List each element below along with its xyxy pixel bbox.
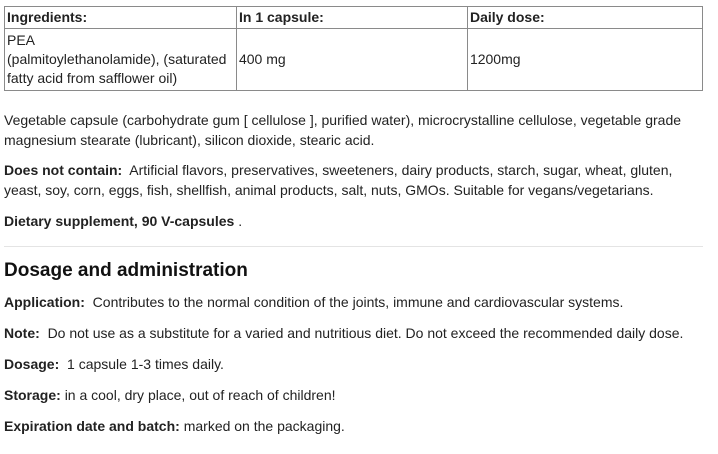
storage-text: in a cool, dry place, out of reach of children! bbox=[64, 387, 336, 403]
header-daily-dose: Daily dose: bbox=[467, 7, 702, 29]
section-title: Dosage and administration bbox=[4, 260, 248, 281]
table-row bbox=[5, 29, 703, 91]
ingredient-line: (palmitoylethanolamide), (saturated bbox=[7, 51, 227, 67]
daily-dose-cell: 1200mg bbox=[467, 29, 702, 91]
expiration-text: marked on the packaging. bbox=[183, 418, 345, 434]
dosage-label: Dosage: bbox=[4, 356, 60, 372]
per-capsule-cell: 400 mg bbox=[236, 29, 467, 91]
expiration-label: Expiration date and batch: bbox=[4, 418, 180, 434]
note-line bbox=[4, 323, 704, 343]
does-not-contain-label: Does not contain: bbox=[4, 162, 123, 178]
section-divider bbox=[4, 246, 703, 247]
product-description-suffix: . bbox=[234, 213, 243, 229]
dosage-line bbox=[4, 354, 704, 374]
note-text: Do not use as a substitute for a varied and nutritious diet. Do not exceed the recommended daily dose. bbox=[47, 325, 684, 341]
note-label: Note: bbox=[4, 325, 40, 341]
ingredient-line: fatty acid from safflower oil) bbox=[7, 70, 178, 86]
does-not-contain bbox=[4, 160, 704, 200]
application-text: Contributes to the normal condition of the joints, immune and cardiovascular systems. bbox=[92, 294, 624, 310]
product-description-bold: Dietary supplement, 90 V-capsules bbox=[4, 213, 235, 229]
storage-line bbox=[4, 385, 704, 405]
dosage-text: 1 capsule 1-3 times daily. bbox=[67, 356, 224, 372]
ingredients-table bbox=[4, 6, 703, 91]
application-line bbox=[4, 292, 704, 312]
ingredient-name-cell bbox=[5, 29, 237, 91]
composition-line: magnesium stearate (lubricant), silicon dioxide, stearic acid. bbox=[4, 132, 375, 148]
storage-label: Storage: bbox=[4, 387, 61, 403]
does-not-contain-line: Artificial flavors, preservatives, sweeteners, dairy products, starch, sugar, wheat, gluten, bbox=[129, 162, 673, 178]
header-per-capsule: In 1 capsule: bbox=[236, 7, 467, 29]
composition-text bbox=[4, 110, 704, 150]
header-ingredients: Ingredients: bbox=[5, 7, 237, 29]
composition-line: Vegetable capsule (carbohydrate gum [ cellulose ], purified water), microcrystalline cellulose, vegetable grade bbox=[4, 112, 682, 128]
product-info bbox=[4, 6, 704, 436]
table-header-row bbox=[5, 7, 703, 29]
ingredient-line: PEA bbox=[7, 32, 36, 48]
application-label: Application: bbox=[4, 294, 85, 310]
expiration-line bbox=[4, 416, 704, 436]
does-not-contain-line: yeast, soy, corn, eggs, fish, shellfish, animal products, salt, nuts, GMOs. Suitable for vegans/vegetarians. bbox=[4, 182, 654, 198]
product-description bbox=[4, 211, 704, 231]
